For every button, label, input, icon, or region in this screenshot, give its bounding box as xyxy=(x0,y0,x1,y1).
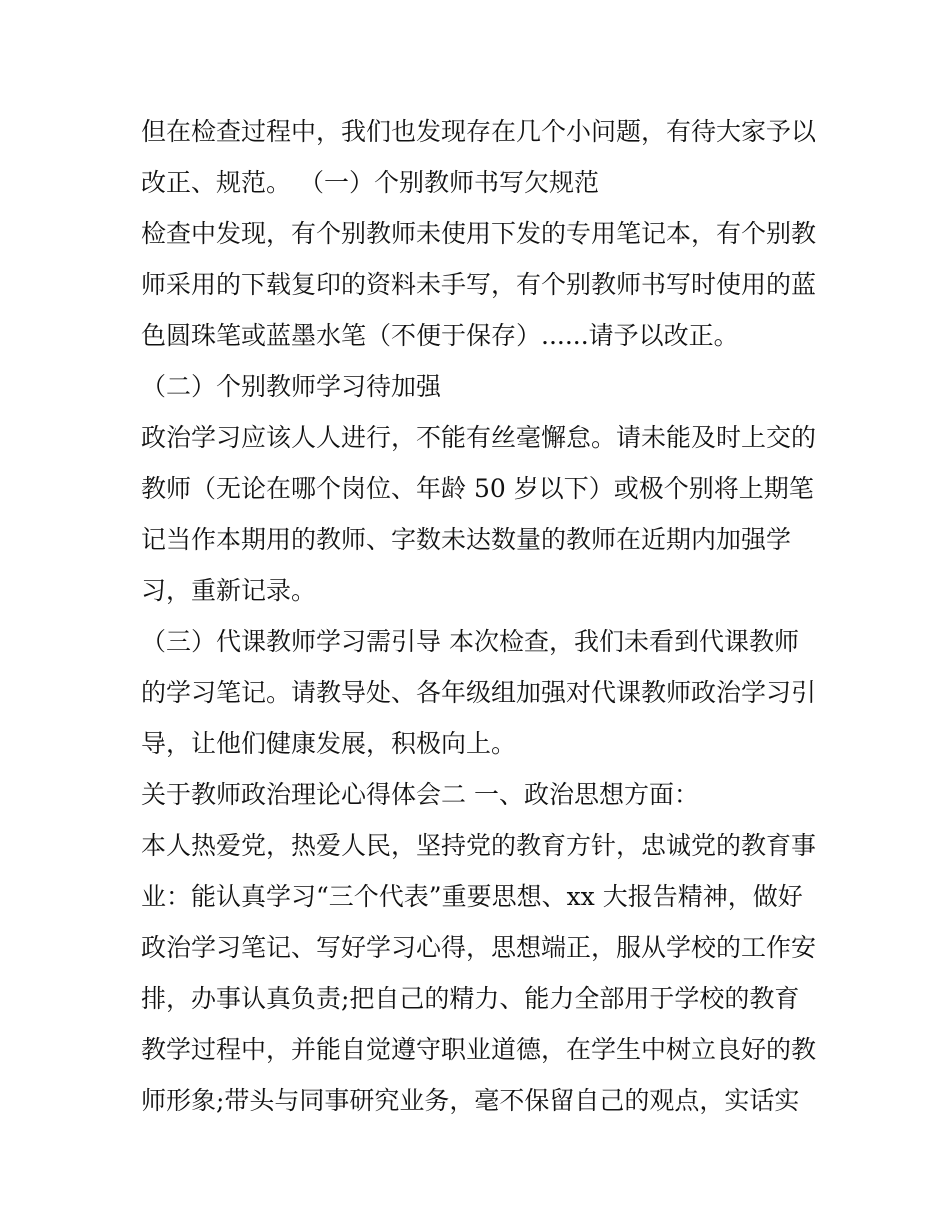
text-line: 排，办事认真负责;把自己的精力、能力全部用于学校的教育 xyxy=(141,984,800,1013)
text-line: 但在检查过程中，我们也发现存在几个小问题，有待大家予以 xyxy=(141,117,817,146)
section-heading: （二）个别教师学习待加强 xyxy=(141,372,442,401)
text-line: 记当作本期用的教师、字数未达数量的教师在近期内加强学 xyxy=(141,525,792,554)
text-line: 教学过程中，并能自觉遵守职业道德，在学生中树立良好的教 xyxy=(141,1035,817,1064)
text-line: 政治学习笔记、写好学习心得，思想端正，服从学校的工作安 xyxy=(141,933,817,962)
text-line: 色圆珠笔或蓝墨水笔（不便于保存）......请予以改正。 xyxy=(141,321,739,350)
text-line: 的学习笔记。请教导处、各年级组加强对代课教师政治学习引 xyxy=(141,678,817,707)
section-heading: 关于教师政治理论心得体会二 一、政治思想方面： xyxy=(141,780,699,809)
text-line: 本人热爱党，热爱人民，坚持党的教育方针，忠诚党的教育事 xyxy=(141,831,817,860)
text-line: 导，让他们健康发展，积极向上。 xyxy=(141,729,517,758)
text-line: 政治学习应该人人进行，不能有丝毫懈怠。请未能及时上交的 xyxy=(141,423,817,452)
text-line: 师形象;带头与同事研究业务，毫不保留自己的观点，实话实 xyxy=(141,1086,800,1115)
section-heading: （三）代课教师学习需引导 本次检查，我们未看到代课教师 xyxy=(141,627,799,656)
text-line: 习，重新记录。 xyxy=(141,576,317,605)
text-line: 教师（无论在哪个岗位、年龄 50 岁以下）或极个别将上期笔 xyxy=(141,474,814,503)
text-line: 改正、规范。 （一）个别教师书写欠规范 xyxy=(141,168,599,197)
document-body xyxy=(141,106,821,1126)
text-line: 检查中发现，有个别教师未使用下发的专用笔记本，有个别教 xyxy=(141,219,817,248)
text-line: 业：能认真学习“三个代表”重要思想、xx 大报告精神，做好 xyxy=(141,882,803,911)
text-line: 师采用的下载复印的资料未手写，有个别教师书写时使用的蓝 xyxy=(141,270,817,299)
